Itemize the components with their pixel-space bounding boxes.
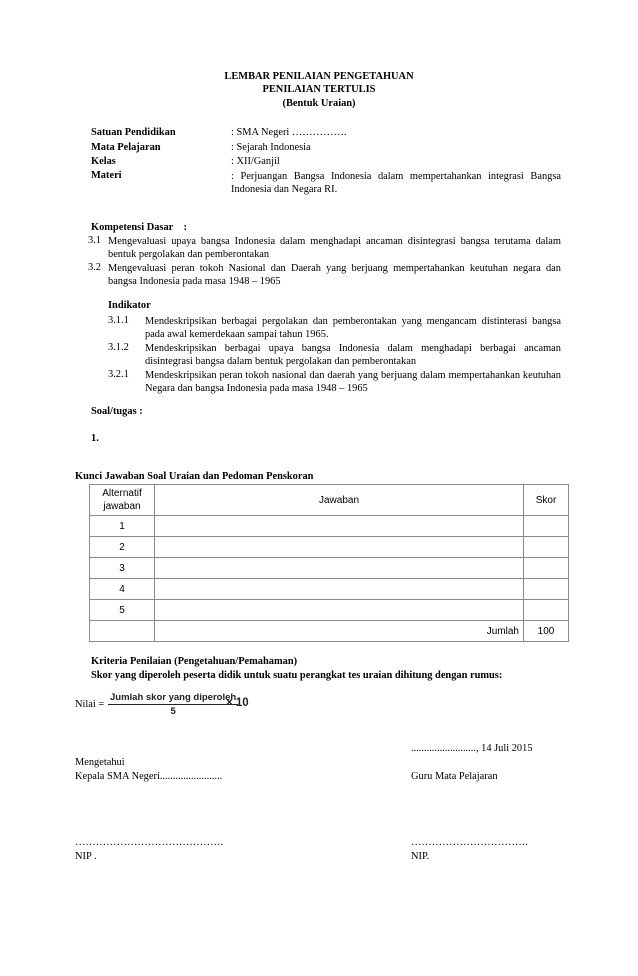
- score-cell: [524, 600, 569, 621]
- score-cell: [524, 537, 569, 558]
- teacher-nip: NIP.: [411, 851, 430, 862]
- mengetahui-label: Mengetahui: [75, 757, 125, 768]
- kunci-title: Kunci Jawaban Soal Uraian dan Pedoman Penskoran: [75, 471, 314, 482]
- indikator-number: 3.1.1: [108, 315, 129, 326]
- indikator-text: Mendeskripsikan peran tokoh nasional dan daerah yang berjuang dalam mempertahankan keutuhan Negara dan bangsa Indonesia pada masa 1948 – 1965: [145, 370, 561, 394]
- soal-number: 1.: [91, 433, 99, 444]
- kd-number: 3.1: [88, 235, 101, 246]
- formula-multiplier: × 10: [226, 697, 249, 709]
- teacher-title: Guru Mata Pelajaran: [411, 771, 498, 782]
- table-header-row: [90, 485, 569, 516]
- indikator-text: Mendeskripsikan berbagai pergolakan dan pemberontakan yang mengancam distinterasi bangsa pada awal kemerdekaan sampai tahun 1965.: [145, 316, 561, 340]
- indikator-number: 3.1.2: [108, 342, 129, 353]
- score-cell: [524, 516, 569, 537]
- title-main: LEMBAR PENILAIAN PENGETAHUAN: [224, 71, 414, 82]
- total-value: 100: [524, 621, 569, 642]
- kd-number: 3.2: [88, 262, 101, 273]
- label-materi: Materi: [91, 170, 122, 181]
- label-satuan: Satuan Pendidikan: [91, 127, 176, 138]
- row-number: 1: [90, 516, 155, 537]
- table-row: [90, 579, 569, 600]
- soal-heading: Soal/tugas :: [91, 406, 143, 417]
- row-number: 5: [90, 600, 155, 621]
- title-form: (Bentuk Uraian): [282, 98, 356, 109]
- row-number: 3: [90, 558, 155, 579]
- answer-cell: [155, 537, 524, 558]
- headmaster-signature-line: …………………………………….: [75, 837, 224, 848]
- table-row: [90, 516, 569, 537]
- label-mapel: Mata Pelajaran: [91, 142, 161, 153]
- table-row: [90, 537, 569, 558]
- total-label: Jumlah: [155, 621, 524, 642]
- value-satuan: : SMA Negeri …………….: [231, 127, 347, 138]
- table-row: [90, 600, 569, 621]
- row-number: 2: [90, 537, 155, 558]
- kd-text: Mengevaluasi peran tokoh Nasional dan Daerah yang berjuang mempertahankan keutuhan negara dan bangsa Indonesia pada masa 1948 – 1965: [108, 263, 561, 287]
- indikator-number: 3.2.1: [108, 369, 129, 380]
- formula-numerator: Jumlah skor yang diperoleh: [110, 692, 237, 703]
- indikator-text: Mendeskripsikan berbagai upaya bangsa Indonesia dalam menghadapi berbagai ancaman disintegrasi bangsa dalam bentuk pergolakan dan pemberontakan: [145, 343, 561, 367]
- answer-cell: [155, 600, 524, 621]
- header-jawaban: Jawaban: [155, 485, 524, 516]
- answer-key-table: [89, 484, 569, 642]
- indikator-heading: Indikator: [108, 300, 151, 311]
- headmaster-title: Kepala SMA Negeri........................: [75, 771, 223, 782]
- title-sub: PENILAIAN TERTULIS: [262, 84, 376, 95]
- formula-fraction: [108, 692, 238, 717]
- answer-cell: [155, 579, 524, 600]
- formula-denominator: 5: [170, 706, 176, 717]
- total-row: [90, 621, 569, 642]
- headmaster-nip: NIP .: [75, 851, 97, 862]
- answer-cell: [155, 516, 524, 537]
- table-row: [90, 558, 569, 579]
- teacher-signature-line: …………………………….: [411, 837, 528, 848]
- nilai-label: Nilai =: [75, 699, 105, 710]
- header-skor: Skor: [524, 485, 569, 516]
- value-kelas: : XII/Ganjil: [231, 156, 280, 167]
- label-kelas: Kelas: [91, 156, 116, 167]
- header-alternatif: Alternatif jawaban: [90, 485, 155, 516]
- score-cell: [524, 579, 569, 600]
- kriteria-formula-text: Skor yang diperoleh peserta didik untuk suatu perangkat tes uraian dihitung dengan rumus:: [91, 670, 503, 681]
- score-cell: [524, 558, 569, 579]
- answer-cell: [155, 558, 524, 579]
- value-mapel: : Sejarah Indonesia: [231, 142, 311, 153]
- kriteria-title: Kriteria Penilaian (Pengetahuan/Pemahaman): [91, 656, 298, 667]
- kompetensi-heading: Kompetensi Dasar :: [91, 222, 187, 233]
- date-line: ........................., 14 Juli 2015: [411, 743, 533, 754]
- row-number: 4: [90, 579, 155, 600]
- kd-text: Mengevaluasi upaya bangsa Indonesia dalam menghadapi ancaman disintegrasi bangsa terutama dalam bentuk pergolakan dan pemberontakan: [108, 236, 561, 260]
- value-materi: : Perjuangan Bangsa Indonesia dalam mempertahankan integrasi Bangsa Indonesia dan Negara RI.: [231, 171, 561, 195]
- total-empty-cell: [90, 621, 155, 642]
